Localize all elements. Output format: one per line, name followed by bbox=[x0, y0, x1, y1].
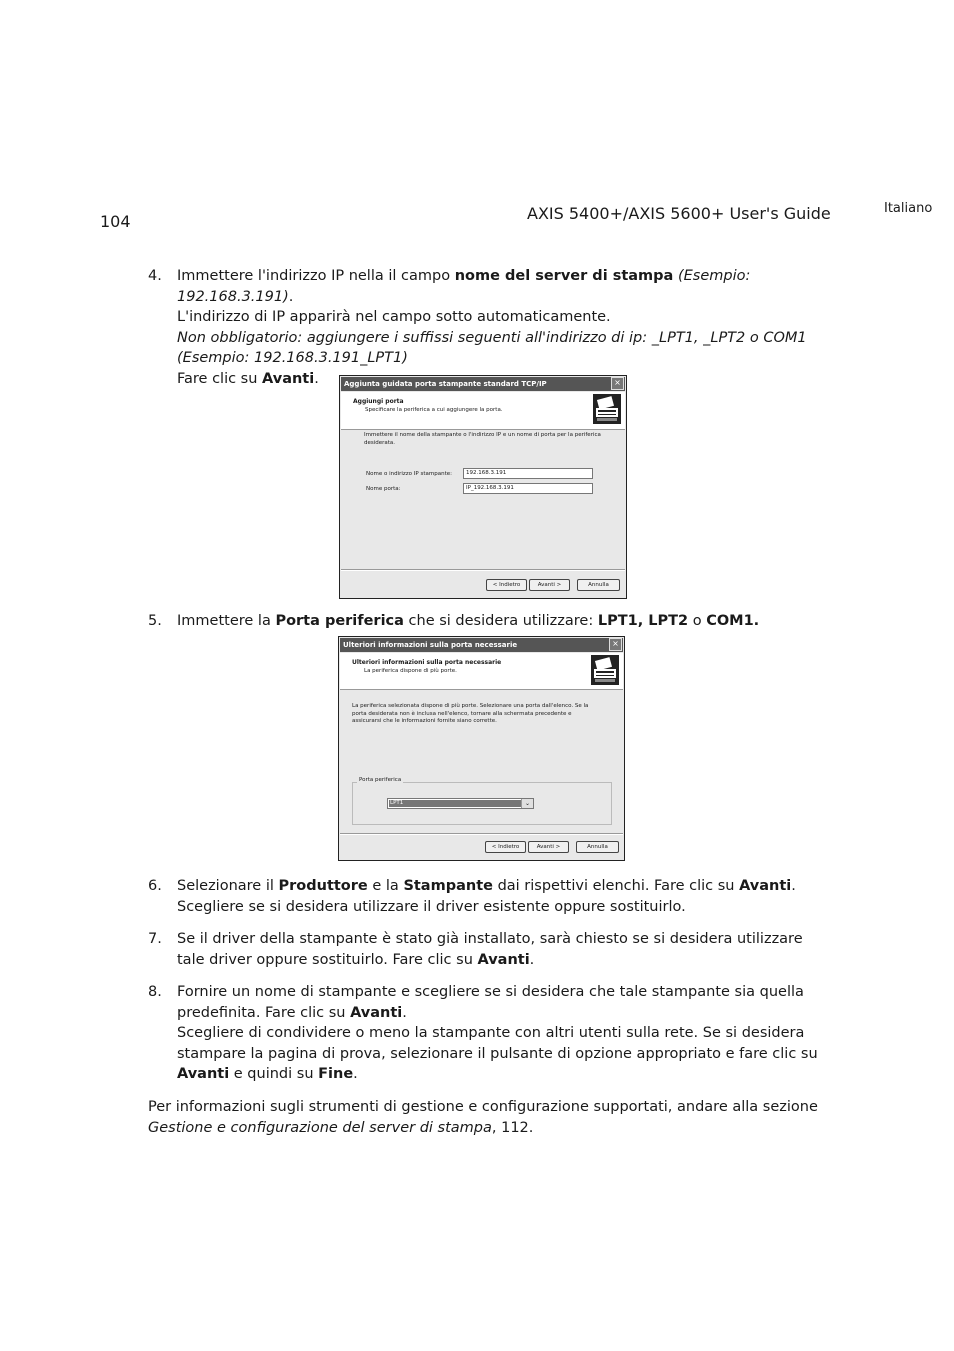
step-text: Scegliere di condividere o meno la stampante con altri utenti sulla rete. Se si desidera stampare la pagina di prova, selezionare il pulsante di opzione appropriato e fare clic su bbox=[177, 1025, 818, 1062]
cancel-button[interactable]: Annulla bbox=[576, 841, 619, 853]
dialog-header bbox=[341, 392, 625, 430]
step-6 bbox=[148, 876, 818, 917]
port-name-label: Nome porta: bbox=[366, 486, 401, 492]
step-7 bbox=[148, 929, 818, 970]
page-number: 104 bbox=[100, 212, 131, 231]
next-button[interactable]: Avanti > bbox=[529, 579, 570, 591]
step-text: . bbox=[353, 1066, 358, 1083]
close-icon[interactable]: × bbox=[609, 638, 622, 651]
step-bold: nome del server di stampa bbox=[454, 268, 674, 284]
step-text: . bbox=[314, 370, 319, 387]
cancel-button[interactable]: Annulla bbox=[577, 579, 620, 591]
step-text: Se il driver della stampante è stato già installato, sarà chiesto se si desidera utilizzare tale driver oppure sostituirlo. Fare clic su bbox=[177, 931, 803, 968]
dialog-port-info bbox=[338, 636, 625, 861]
step-bold: Avanti bbox=[477, 951, 530, 968]
printer-name-label: Nome o indirizzo IP stampante: bbox=[366, 471, 452, 477]
port-select[interactable] bbox=[387, 798, 534, 809]
dialog-titlebar: Ulteriori informazioni sulla porta necessarie bbox=[340, 638, 623, 652]
dialog-separator bbox=[340, 833, 623, 835]
printer-icon bbox=[593, 394, 621, 424]
step-5 bbox=[148, 611, 818, 632]
dialog-header bbox=[340, 653, 623, 690]
step-text: che si desidera utilizzare: bbox=[403, 613, 598, 629]
step-text: Immettere la bbox=[177, 613, 276, 629]
step-number: 4. bbox=[148, 268, 162, 284]
step-number: 7. bbox=[148, 931, 162, 947]
step-italic: (Esempio: 192.168.3.191_LPT1) bbox=[177, 350, 408, 367]
closing-text: , 112. bbox=[491, 1119, 534, 1136]
step-bold: Avanti bbox=[262, 370, 315, 387]
close-icon[interactable]: × bbox=[611, 377, 624, 390]
step-text: . bbox=[288, 288, 294, 305]
port-name-input[interactable]: IP_192.168.3.191 bbox=[463, 483, 593, 494]
back-button[interactable]: < Indietro bbox=[486, 579, 527, 591]
step-text: Fare clic su bbox=[177, 370, 263, 387]
step-4 bbox=[148, 266, 818, 390]
step-bold: COM1. bbox=[706, 613, 760, 629]
step-number: 6. bbox=[148, 878, 162, 894]
step-bold: Stampante bbox=[403, 878, 493, 894]
step-bold: Fine bbox=[318, 1066, 354, 1083]
step-text: Immettere l'indirizzo IP nella il campo bbox=[177, 268, 455, 284]
chevron-down-icon[interactable]: ⌄ bbox=[521, 799, 533, 808]
step-text: o bbox=[688, 613, 707, 629]
step-8 bbox=[148, 982, 818, 1085]
step-text: dai rispettivi elenchi. Fare clic su bbox=[492, 878, 740, 894]
step-text: . bbox=[402, 1004, 407, 1021]
step-italic: (Esempio: 192.168.3.191) bbox=[177, 268, 751, 305]
step-bold: LPT1, LPT2 bbox=[597, 613, 689, 629]
dialog-header-subtitle: La periferica dispone di più porte. bbox=[364, 668, 457, 674]
dialog-description: La periferica selezionata dispone di più porte. Selezionare una porta dall'elenco. Se la porta desiderata non è inclusa nell'elenco, tornare alla schermata precedente e assicurarsi che le informazioni fornite siano corrette. bbox=[352, 703, 589, 724]
port-select-value: LPT1 bbox=[389, 800, 521, 807]
dialog-header-title: Ulteriori informazioni sulla porta necessarie bbox=[352, 659, 502, 666]
step-text: e la bbox=[367, 878, 404, 894]
step-bold: Produttore bbox=[278, 878, 368, 894]
language-tab: Italiano bbox=[884, 201, 933, 216]
closing-link-text: Gestione e configurazione del server di stampa bbox=[148, 1119, 492, 1136]
closing-paragraph bbox=[148, 1097, 818, 1138]
port-group-label: Porta periferica bbox=[359, 777, 402, 783]
dialog-header-subtitle: Specificare la periferica a cui aggiungere la porta. bbox=[365, 407, 503, 413]
dialog-header-title: Aggiungi porta bbox=[353, 398, 404, 405]
printer-ip-input[interactable]: 192.168.3.191 bbox=[463, 468, 593, 479]
step-text: . bbox=[529, 951, 535, 968]
step-bold: Avanti bbox=[350, 1004, 403, 1021]
step-text: e quindi su bbox=[229, 1066, 319, 1083]
step-italic: Non obbligatorio: aggiungere i suffissi seguenti all'indirizzo di ip: _LPT1, _LPT2 o COM1 bbox=[177, 329, 807, 346]
step-text: Fornire un nome di stampante e scegliere se si desidera che tale stampante sia quella predefinita. Fare clic su bbox=[177, 984, 804, 1021]
step-number: 8. bbox=[148, 984, 162, 1000]
step-text: Selezionare il bbox=[177, 878, 279, 894]
step-text: L'indirizzo di IP apparirà nel campo sotto automaticamente. bbox=[177, 309, 611, 326]
back-button[interactable]: < Indietro bbox=[485, 841, 526, 853]
printer-icon bbox=[591, 655, 619, 685]
dialog-description: Immettere il nome della stampante o l'indirizzo IP e un nome di porta per la periferica desiderata. bbox=[364, 432, 601, 446]
guide-title: AXIS 5400+/AXIS 5600+ User's Guide bbox=[527, 204, 831, 223]
step-text: . Scegliere se si desidera utilizzare il driver esistente oppure sostituirlo. bbox=[177, 878, 796, 915]
dialog-add-port bbox=[339, 375, 627, 599]
step-number: 5. bbox=[148, 613, 162, 629]
step-bold: Avanti bbox=[739, 878, 792, 894]
step-bold: Porta periferica bbox=[275, 613, 404, 629]
closing-text: Per informazioni sugli strumenti di gestione e configurazione supportati, andare alla sezione bbox=[148, 1099, 818, 1115]
dialog-titlebar: Aggiunta guidata porta stampante standard TCP/IP bbox=[341, 377, 625, 391]
step-bold: Avanti bbox=[177, 1066, 230, 1083]
dialog-separator bbox=[341, 569, 625, 571]
next-button[interactable]: Avanti > bbox=[528, 841, 569, 853]
